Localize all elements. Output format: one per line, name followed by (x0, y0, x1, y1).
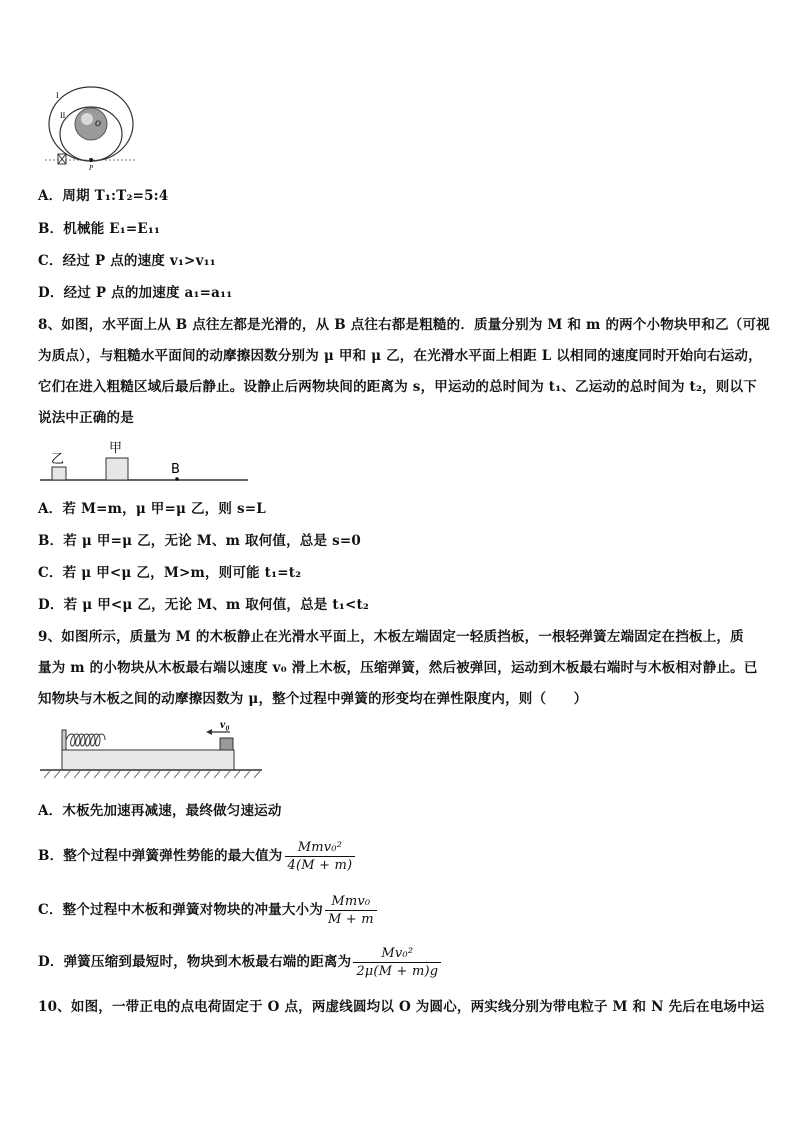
label-I: I (56, 91, 59, 100)
label-yi: 乙 (51, 452, 65, 467)
q8-stem-line-3: 它们在进入粗糙区域后最后静止。设静止后两物块间的距离为 s，甲运动的总时间为 t₁、乙运动的总时间为 t₂，则以下 (38, 379, 757, 395)
q9-option-b-numerator: Mmv₀² (285, 839, 356, 857)
label-jia: 甲 (109, 441, 123, 456)
small-block (220, 738, 233, 750)
q9-option-c-fraction (325, 893, 377, 928)
label-O: O (95, 119, 101, 128)
q9-option-c-denominator: M + m (327, 912, 374, 927)
q7-option-d: D．经过 P 点的加速度 a₁=a₁₁ (38, 285, 233, 301)
q9-option-d-numerator: Mv₀² (353, 945, 441, 963)
q10-stem-line-1: 10、如图，一带正电的点电荷固定于 O 点，两虚线圆均以 O 为圆心，两实线分别为带电粒子 M 和 N 先后在电场中运 (38, 999, 765, 1015)
block-yi (52, 467, 66, 480)
label-II: II (60, 111, 66, 120)
satellite-icon (58, 154, 66, 164)
q7-option-c: C．经过 P 点的速度 v₁>v₁₁ (38, 253, 216, 269)
q9-option-b-fraction (285, 839, 356, 874)
blocks-figure (40, 436, 250, 486)
q9-option-c-numerator: Mmv₀ (325, 893, 377, 911)
q9-stem-line-1: 9、如图所示，质量为 M 的木板静止在光滑水平面上，木板左端固定一轻质挡板，一根轻弹簧左端固定在挡板上，质 (38, 629, 744, 645)
q8-stem-line-2: 为质点），与粗糙水平面间的动摩擦因数分别为 μ 甲和 μ 乙，在光滑水平面上相距 L 以相同的速度同时开始向右运动， (38, 348, 762, 364)
q9-stem-line-2: 量为 m 的小物块从木板最右端以速度 v₀ 滑上木板，压缩弹簧，然后被弹回，运动到木板最右端时与木板相对静止。已 (38, 660, 758, 676)
q9-option-d (38, 942, 441, 982)
q9-option-c (38, 890, 377, 930)
spring (66, 734, 105, 746)
planet (75, 108, 107, 140)
q9-option-b-text: B．整个过程中弹簧弹性势能的最大值为 (38, 848, 283, 864)
label-P: P (89, 164, 94, 172)
q9-option-b-denominator: 4(M + m) (287, 858, 353, 873)
q8-option-c: C．若 μ 甲<μ 乙，M>m，则可能 t₁=t₂ (38, 565, 302, 581)
q8-option-a: A．若 M=m，μ 甲=μ 乙，则 s=L (38, 501, 266, 517)
q8-option-d: D．若 μ 甲<μ 乙，无论 M、m 取何值，总是 t₁<t₂ (38, 597, 370, 613)
q9-option-d-text: D．弹簧压缩到最短时，物块到木板最右端的距离为 (38, 954, 352, 970)
spring-board-figure (40, 718, 265, 780)
q8-stem-line-4: 说法中正确的是 (38, 410, 134, 426)
q9-option-d-fraction (353, 945, 441, 980)
label-B: B (171, 462, 180, 477)
label-v0: v₀ (220, 717, 230, 731)
board (62, 750, 234, 770)
orbit-figure (40, 86, 140, 172)
block-jia (106, 458, 128, 480)
stopper (62, 730, 66, 750)
point-B (175, 477, 179, 481)
q9-option-c-text: C．整个过程中木板和弹簧对物块的冲量大小为 (38, 902, 323, 918)
q7-option-a: A．周期 T₁:T₂=5:4 (38, 188, 169, 204)
q8-stem-line-1: 8、如图，水平面上从 B 点往左都是光滑的，从 B 点往右都是粗糙的．质量分别为 M 和 m 的两个小物块甲和乙（可视 (38, 317, 770, 333)
q9-option-a: A．木板先加速再减速，最终做匀速运动 (38, 803, 282, 819)
q9-option-b (38, 836, 355, 876)
q9-option-d-denominator: 2μ(M + m)g (356, 964, 439, 979)
q8-option-b: B．若 μ 甲=μ 乙，无论 M、m 取何值，总是 s=0 (38, 533, 362, 549)
q9-stem-line-3: 知物块与木板之间的动摩擦因数为 μ，整个过程中弹簧的形变均在弹性限度内，则（ ） (38, 691, 588, 707)
q7-option-b: B．机械能 E₁=E₁₁ (38, 221, 161, 237)
